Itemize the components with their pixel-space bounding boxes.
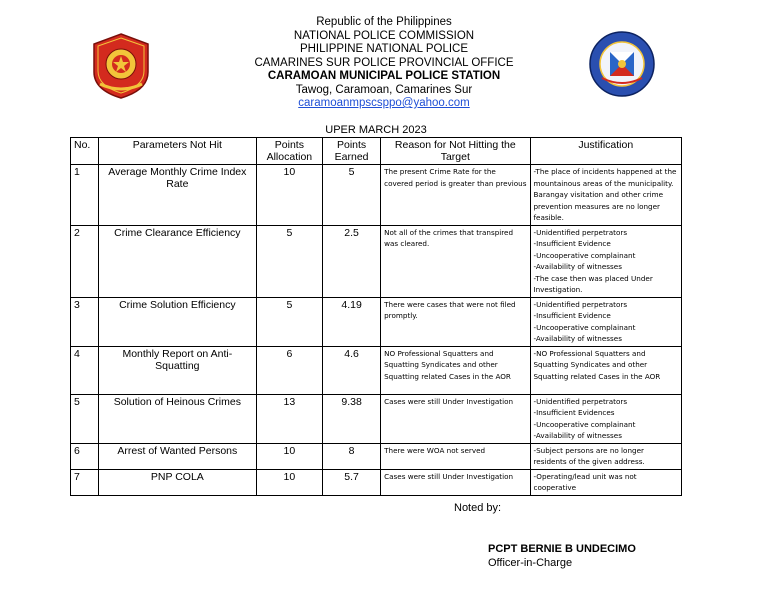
reason-text: The present Crime Rate for the covered period is greater than previous [381, 165, 530, 226]
header-station-name: CARAMOAN MUNICIPAL POLICE STATION [267, 70, 501, 82]
justification-text: -The place of incidents happened at the mountainous areas of the municipality. Barangay visitation and other crime prevention measures are no longer feasible. [530, 165, 682, 226]
header-points-allocation: Points Allocation [256, 138, 322, 165]
row-number: 1 [71, 165, 99, 226]
noted-by-label: Noted by: [454, 502, 502, 514]
reason-text: There were WOA not served [381, 443, 530, 469]
table-row [71, 225, 682, 297]
reason-text: NO Professional Squatters and Squatting Syndicates and other Squatting related Cases in the AOR [381, 346, 530, 394]
header-address: Tawog, Caramoan, Camarines Sur [295, 83, 473, 96]
header-points-earned: Points Earned [323, 138, 381, 165]
points-earned: 4.19 [323, 297, 381, 346]
parameter-name: Crime Solution Efficiency [99, 297, 257, 346]
points-earned: 4.6 [323, 346, 381, 394]
signatory-name: PCPT BERNIE B UNDECIMO [488, 543, 636, 555]
row-number: 3 [71, 297, 99, 346]
points-allocation: 10 [256, 469, 322, 495]
header-reason: Reason for Not Hitting the Target [381, 138, 530, 165]
points-allocation: 5 [256, 225, 322, 297]
justification-text: -Unidentified perpetrators -Insufficient Evidence -Uncooperative complainant -Availability of witnesses [530, 297, 682, 346]
parameter-name: Crime Clearance Efficiency [99, 225, 257, 297]
reason-text: Cases were still Under Investigation [381, 394, 530, 443]
points-earned: 5.7 [323, 469, 381, 495]
points-allocation: 6 [256, 346, 322, 394]
table-row [71, 469, 682, 495]
signatory-title: Officer-in-Charge [488, 557, 573, 569]
row-number: 5 [71, 394, 99, 443]
header-parameters: Parameters Not Hit [99, 138, 257, 165]
table-row [71, 297, 682, 346]
row-number: 6 [71, 443, 99, 469]
table-row [71, 443, 682, 469]
justification-text: -Unidentified perpetrators -Insufficient Evidence -Uncooperative complainant -Availability of witnesses -The case then was placed Under Investigation. [530, 225, 682, 297]
row-number: 4 [71, 346, 99, 394]
parameter-name: Monthly Report on Anti-Squatting [99, 346, 257, 394]
reason-text: There were cases that were not filed promptly. [381, 297, 530, 346]
header-pnp: PHILIPPINE NATIONAL POLICE [299, 43, 469, 55]
reason-text: Cases were still Under Investigation [381, 469, 530, 495]
points-earned: 5 [323, 165, 381, 226]
header-provincial-office: CAMARINES SUR POLICE PROVINCIAL OFFICE [254, 56, 514, 69]
points-earned: 2.5 [323, 225, 381, 297]
parameter-name: Solution of Heinous Crimes [99, 394, 257, 443]
table-row [71, 346, 682, 394]
parameter-name: Arrest of Wanted Persons [99, 443, 257, 469]
table-row [71, 394, 682, 443]
row-number: 7 [71, 469, 99, 495]
points-allocation: 10 [256, 443, 322, 469]
points-allocation: 13 [256, 394, 322, 443]
table-header-row [71, 138, 682, 165]
parameter-name: Average Monthly Crime Index Rate [99, 165, 257, 226]
report-title: UPER MARCH 2023 [325, 124, 427, 136]
header-no: No. [71, 138, 99, 165]
justification-text: -NO Professional Squatters and Squatting Syndicates and other Squatting related Cases in the AOR [530, 346, 682, 394]
points-allocation: 5 [256, 297, 322, 346]
row-number: 2 [71, 225, 99, 297]
points-earned: 9.38 [323, 394, 381, 443]
justification-text: -Subject persons are no longer residents of the given address. [530, 443, 682, 469]
points-earned: 8 [323, 443, 381, 469]
points-allocation: 10 [256, 165, 322, 226]
header-justification: Justification [530, 138, 682, 165]
header-email-link[interactable]: caramoanmpscsppo@yahoo.com [298, 97, 470, 109]
justification-text: -Unidentified perpetrators -Insufficient Evidences -Uncooperative complainant -Availability of witnesses [530, 394, 682, 443]
parameter-name: PNP COLA [99, 469, 257, 495]
letterhead [0, 16, 768, 111]
parameters-table [70, 137, 682, 496]
header-republic: Republic of the Philippines [316, 16, 452, 28]
header-napolcom: NATIONAL POLICE COMMISSION [293, 29, 475, 42]
reason-text: Not all of the crimes that transpired was cleared. [381, 225, 530, 297]
justification-text: -Operating/lead unit was not cooperative [530, 469, 682, 495]
table-row [71, 165, 682, 226]
